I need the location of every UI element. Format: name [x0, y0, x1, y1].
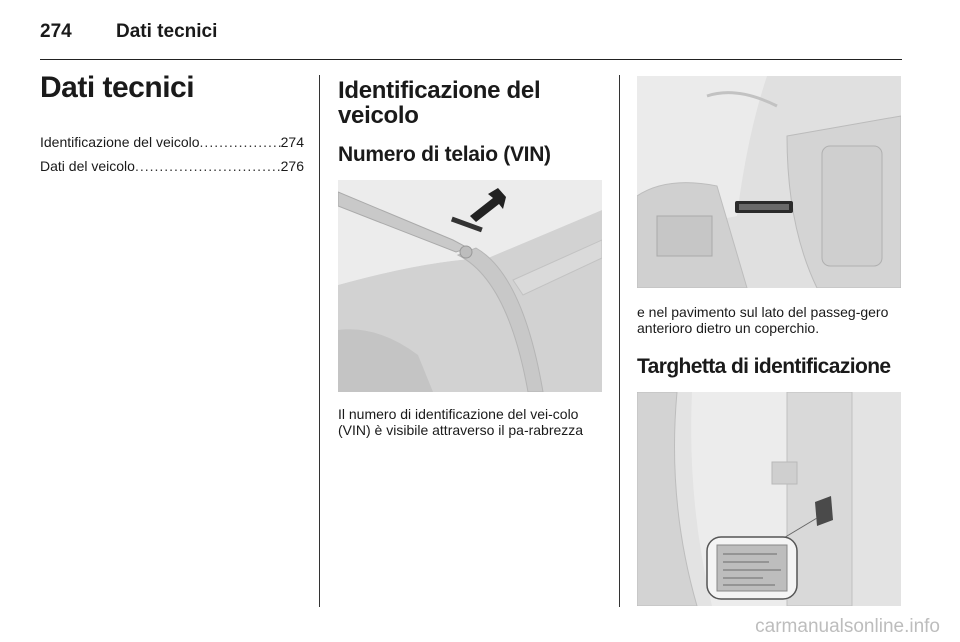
column-vin [338, 78, 602, 438]
vin-paragraph: Il numero di identificazione del vei-colo (VIN) è visibile attraverso il pa-rabrezza [338, 406, 584, 438]
toc-page: 276 [280, 158, 304, 174]
toc-entry-dati-veicolo[interactable] [40, 154, 304, 178]
column-toc [40, 70, 304, 178]
page-header [40, 14, 217, 50]
header-rule [40, 59, 902, 60]
subsection-title-plate: Targhetta di identificazione [637, 355, 891, 378]
toc-leader [200, 130, 281, 154]
floor-cover-illustration [637, 76, 901, 288]
chapter-title: Dati tecnici [40, 71, 195, 104]
toc-page: 274 [280, 134, 304, 150]
running-title: Dati tecnici [116, 21, 218, 42]
subsection-title-vin: Numero di telaio (VIN) [338, 143, 551, 166]
toc-label: Identificazione del veicolo [40, 134, 200, 150]
floor-paragraph: e nel pavimento sul lato del passeg-gero anterioro dietro un coperchio. [637, 304, 889, 336]
windshield-vin-illustration [338, 180, 602, 392]
column-divider-1 [319, 75, 320, 607]
toc-entry-identificazione[interactable] [40, 130, 304, 154]
page-number: 274 [40, 21, 72, 42]
watermark: carmanualsonline.info [755, 616, 940, 637]
toc-label: Dati del veicolo [40, 158, 135, 174]
column-plate [637, 76, 901, 606]
toc-leader [135, 154, 281, 178]
column-divider-2 [619, 75, 620, 607]
b-pillar-plate-illustration [637, 392, 901, 606]
section-title: Identificazione del veicolo [338, 77, 541, 129]
